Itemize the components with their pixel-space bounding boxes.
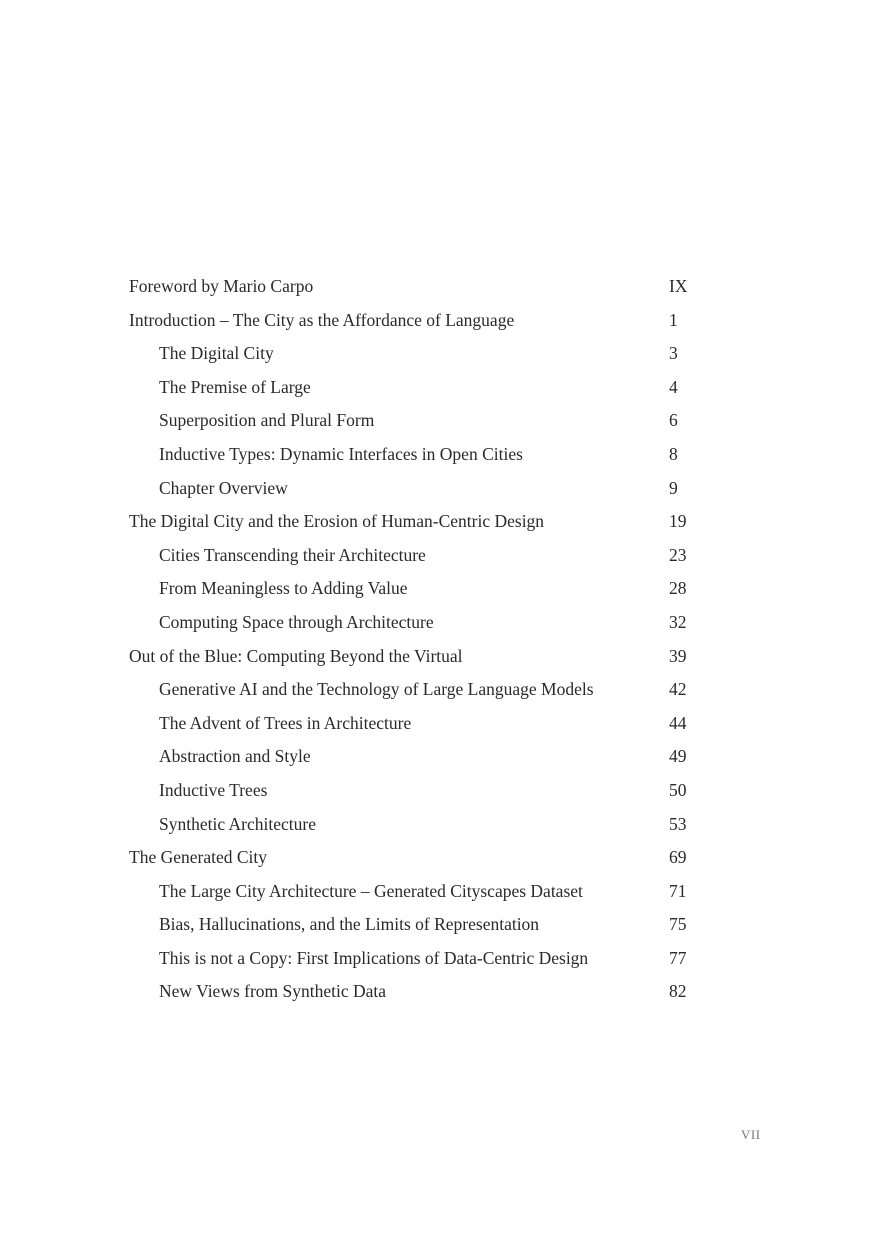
toc-subentry[interactable] <box>129 673 729 707</box>
toc-entry-page: 39 <box>669 645 687 666</box>
toc-entry[interactable] <box>129 640 729 674</box>
toc-entry-title: Foreword by Mario Carpo <box>129 276 314 296</box>
toc-entry-title: Generative AI and the Technology of Large Language Models <box>159 679 594 700</box>
toc-subentry[interactable] <box>129 371 729 405</box>
toc-entry-title: Inductive Types: Dynamic Interfaces in Open Cities <box>159 443 523 464</box>
toc-subentry[interactable] <box>129 774 729 808</box>
toc-entry-title: The Digital City and the Erosion of Human-Centric Design <box>129 511 545 532</box>
toc-entry-page: 69 <box>669 847 687 868</box>
toc-entry-page: 42 <box>669 679 687 700</box>
toc-entry-title: The Generated City <box>129 847 268 868</box>
toc-entry-title: Out of the Blue: Computing Beyond the Virtual <box>129 645 463 666</box>
toc-entry-title: From Meaningless to Adding Value <box>159 578 408 599</box>
toc-entry-page: 77 <box>669 947 687 968</box>
toc-entry[interactable] <box>129 505 729 539</box>
toc-entry-title: Synthetic Architecture <box>159 813 316 834</box>
toc-subentry[interactable] <box>129 707 729 741</box>
toc-entry-title: Bias, Hallucinations, and the Limits of Representation <box>159 914 540 935</box>
toc-entry-title: The Digital City <box>159 343 274 364</box>
toc-entry-page: 32 <box>669 611 687 632</box>
toc-entry-title: The Premise of Large <box>159 376 311 397</box>
toc-entry-page: 4 <box>669 376 678 397</box>
toc-subentry[interactable] <box>129 606 729 640</box>
toc-entry-title: Chapter Overview <box>159 477 288 498</box>
table-of-contents <box>129 270 729 1009</box>
toc-entry-page: 75 <box>669 914 687 935</box>
toc-entry[interactable] <box>129 841 729 875</box>
toc-subentry[interactable] <box>129 539 729 573</box>
toc-entry-page: 23 <box>669 544 687 565</box>
toc-entry[interactable] <box>129 304 729 338</box>
toc-entry-page: 50 <box>669 779 687 800</box>
toc-entry-title: Superposition and Plural Form <box>159 410 375 431</box>
toc-entry-title: This is not a Copy: First Implications of Data-Centric Design <box>159 947 589 968</box>
toc-entry-page: 1 <box>669 309 678 330</box>
toc-entry-title: Introduction – The City as the Affordance of Language <box>129 309 515 330</box>
toc-entry-page: 28 <box>669 578 687 599</box>
toc-subentry[interactable] <box>129 404 729 438</box>
toc-entry-title: Inductive Trees <box>159 779 268 800</box>
toc-entry-page: 53 <box>669 813 687 834</box>
toc-entry-title: New Views from Synthetic Data <box>159 981 387 1002</box>
toc-entry-page: 9 <box>669 477 678 498</box>
toc-subentry[interactable] <box>129 472 729 506</box>
toc-entry-page: 82 <box>669 981 687 1002</box>
toc-entry-page: 71 <box>669 880 687 901</box>
toc-entry-title: Abstraction and Style <box>159 746 311 767</box>
toc-entry-title: The Advent of Trees in Architecture <box>159 712 412 733</box>
page-number: VII <box>741 1127 761 1142</box>
toc-subentry[interactable] <box>129 908 729 942</box>
toc-entry-page: IX <box>669 276 688 296</box>
toc-entry-page: 8 <box>669 443 678 464</box>
toc-subentry[interactable] <box>129 740 729 774</box>
toc-subentry[interactable] <box>129 942 729 976</box>
toc-entry-title: Computing Space through Architecture <box>159 611 434 632</box>
toc-subentry[interactable] <box>129 875 729 909</box>
toc-entry-title: Cities Transcending their Architecture <box>159 544 426 565</box>
toc-entry[interactable] <box>129 270 729 304</box>
toc-entry-page: 19 <box>669 511 687 532</box>
toc-subentry[interactable] <box>129 337 729 371</box>
toc-subentry[interactable] <box>129 572 729 606</box>
toc-subentry[interactable] <box>129 975 729 1009</box>
toc-entry-page: 6 <box>669 410 678 431</box>
toc-entry-title: The Large City Architecture – Generated Cityscapes Dataset <box>159 880 583 901</box>
toc-entry-page: 44 <box>669 712 687 733</box>
toc-entry-page: 49 <box>669 746 687 767</box>
toc-subentry[interactable] <box>129 808 729 842</box>
toc-subentry[interactable] <box>129 438 729 472</box>
toc-entry-page: 3 <box>669 343 678 364</box>
